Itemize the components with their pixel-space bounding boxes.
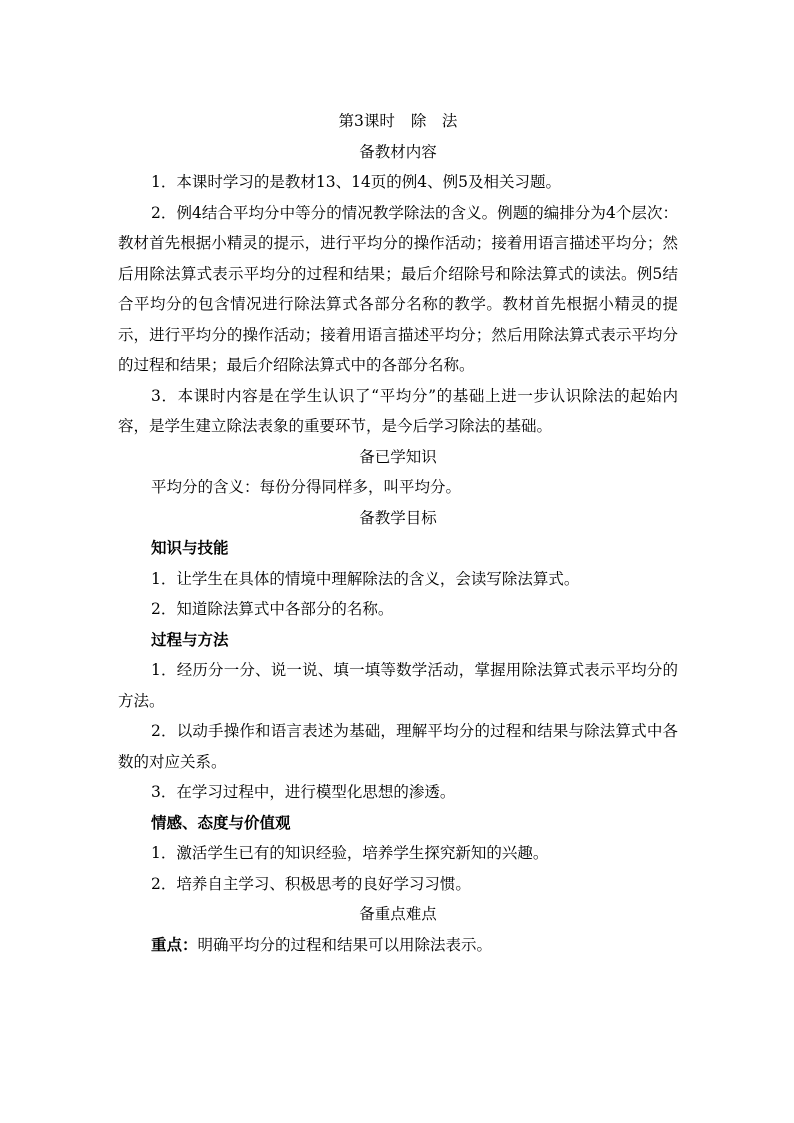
goals-process-label: 过程与方法 — [151, 629, 229, 649]
lesson-topic: 除 法 — [410, 112, 458, 130]
section-heading-textbook: 备教材内容 — [359, 142, 437, 161]
keypoints-focus — [118, 930, 678, 961]
lesson-number: 第3课时 — [338, 112, 395, 130]
section-heading-keypoints: 备重点难点 — [359, 905, 437, 923]
section-heading-goals: 备教学目标 — [359, 508, 437, 527]
keypoints-focus-text: 明确平均分的过程和结果可以用除法表示。 — [197, 935, 493, 954]
goals-attitude-item-2: 2．培养自主学习、积极思考的良好学习习惯。 — [151, 874, 471, 893]
goals-process-item-1: 1．经历分一分、说一说、填一填等数学活动，掌握用除法算式表示平均分的方法。 — [118, 661, 678, 710]
goals-knowledge-item-2: 2．知道除法算式中各部分的名称。 — [151, 600, 394, 618]
lesson-title — [118, 106, 678, 137]
section-heading-prior-knowledge: 备已学知识 — [359, 447, 437, 466]
goals-attitude-item-1: 1．激活学生已有的知识经验，培养学生探究新知的兴趣。 — [151, 844, 549, 862]
textbook-paragraph-3: 3．本课时内容是在学生认识了“平均分”的基础上进一步认识除法的起始内容，是学生建立除法表象的重要环节，是今后学习除法的基础。 — [118, 386, 678, 435]
goals-knowledge-item-1: 1．让学生在具体的情境中理解除法的含义，会读写除法算式。 — [151, 569, 580, 588]
goals-process-item-3: 3．在学习过程中，进行模型化思想的渗透。 — [151, 783, 456, 801]
goals-knowledge-label: 知识与技能 — [151, 538, 229, 557]
goals-process-item-2: 2．以动手操作和语言表述为基础，理解平均分的过程和结果与除法算式中各数的对应关系。 — [118, 722, 678, 771]
document-body — [118, 106, 678, 960]
goals-attitude-label: 情感、态度与价值观 — [151, 812, 291, 832]
prior-knowledge-paragraph: 平均分的含义：每份分得同样多，叫平均分。 — [151, 478, 462, 496]
textbook-paragraph-1: 1．本课时学习的是教材13、14页的例4、例5及相关习题。 — [151, 173, 562, 191]
textbook-paragraph-2: 2．例4结合平均分中等分的情况教学除法的含义。例题的编排分为4个层次：教材首先根据小精灵的提示，进行平均分的操作活动；接着用语言描述平均分；然后用除法算式表示平均分的过程和结果；最后介绍除号和除法算式的读法。例5结合平均分的包含情况进行除法算式各部分名称的教学。教材首先根据小精灵的提示，进行平均分的操作活动；接着用语言描述平均分；然后用除法算式表示平均分的过程和结果；最后介绍除法算式中的各部分名称。 — [118, 203, 678, 374]
keypoints-focus-label: 重点： — [151, 934, 198, 954]
